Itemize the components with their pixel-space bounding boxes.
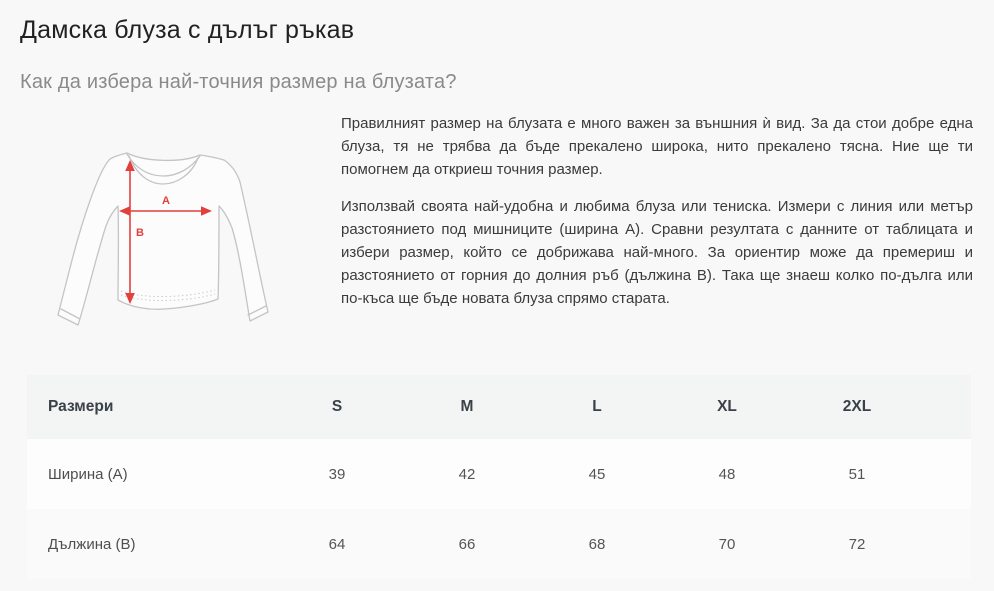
width-label-a: A bbox=[162, 195, 170, 207]
blouse-outline-icon bbox=[42, 122, 327, 350]
width-value-m: 42 bbox=[458, 465, 476, 483]
blouse-body-shape bbox=[58, 153, 268, 325]
size-col-2xl: 2XL bbox=[842, 398, 872, 415]
width-value-2xl: 51 bbox=[848, 465, 866, 483]
row-width-label: Ширина (A) bbox=[48, 465, 128, 483]
intro-text bbox=[341, 112, 973, 310]
intro-paragraph-1: Правилният размер на блузата е много важен за външния ѝ вид. За да стои добре една блуза, тя не трябва да бъде прекалено широка, нито прекалено тясна. Ние ще ти помогнем да откриеш точния размер. bbox=[341, 115, 973, 178]
length-value-l: 68 bbox=[588, 535, 606, 553]
width-value-l: 45 bbox=[588, 465, 606, 483]
table-row-width bbox=[27, 439, 971, 509]
size-table bbox=[27, 375, 971, 579]
size-col-m: M bbox=[460, 398, 474, 415]
length-value-m: 66 bbox=[458, 535, 476, 553]
length-value-xl: 70 bbox=[718, 535, 736, 553]
intro-paragraph-2: Използвай своята най-удобна и любима блуза или тениска. Измери с линия или метър разстоянието под мишниците (ширина A). Сравни резултата с данните от таблицата и избери размер, който се добрижава най-много. За ориентир може да премериш и разстоянието от горния до долния ръб (дължина B). Така ще знаеш колко по-дълга или по-къса ще бъде новата блуза спрямо старата. bbox=[341, 198, 973, 307]
table-row-length bbox=[27, 509, 971, 579]
row-length-label: Дължина (B) bbox=[48, 535, 136, 553]
page-subtitle: Как да избера най-точния размер на блузата? bbox=[20, 71, 457, 93]
blouse-measurement-diagram bbox=[42, 122, 327, 350]
size-col-xl: XL bbox=[717, 398, 737, 415]
size-col-s: S bbox=[331, 398, 343, 415]
size-table-header-label: Размери bbox=[48, 398, 114, 415]
length-label-b: B bbox=[136, 227, 144, 239]
size-table-header-row bbox=[27, 375, 971, 439]
page-title: Дамска блуза с дълъг ръкав bbox=[20, 16, 355, 44]
length-value-s: 64 bbox=[328, 535, 346, 553]
width-value-s: 39 bbox=[328, 465, 346, 483]
size-col-l: L bbox=[592, 398, 602, 415]
length-value-2xl: 72 bbox=[848, 535, 866, 553]
width-value-xl: 48 bbox=[718, 465, 736, 483]
